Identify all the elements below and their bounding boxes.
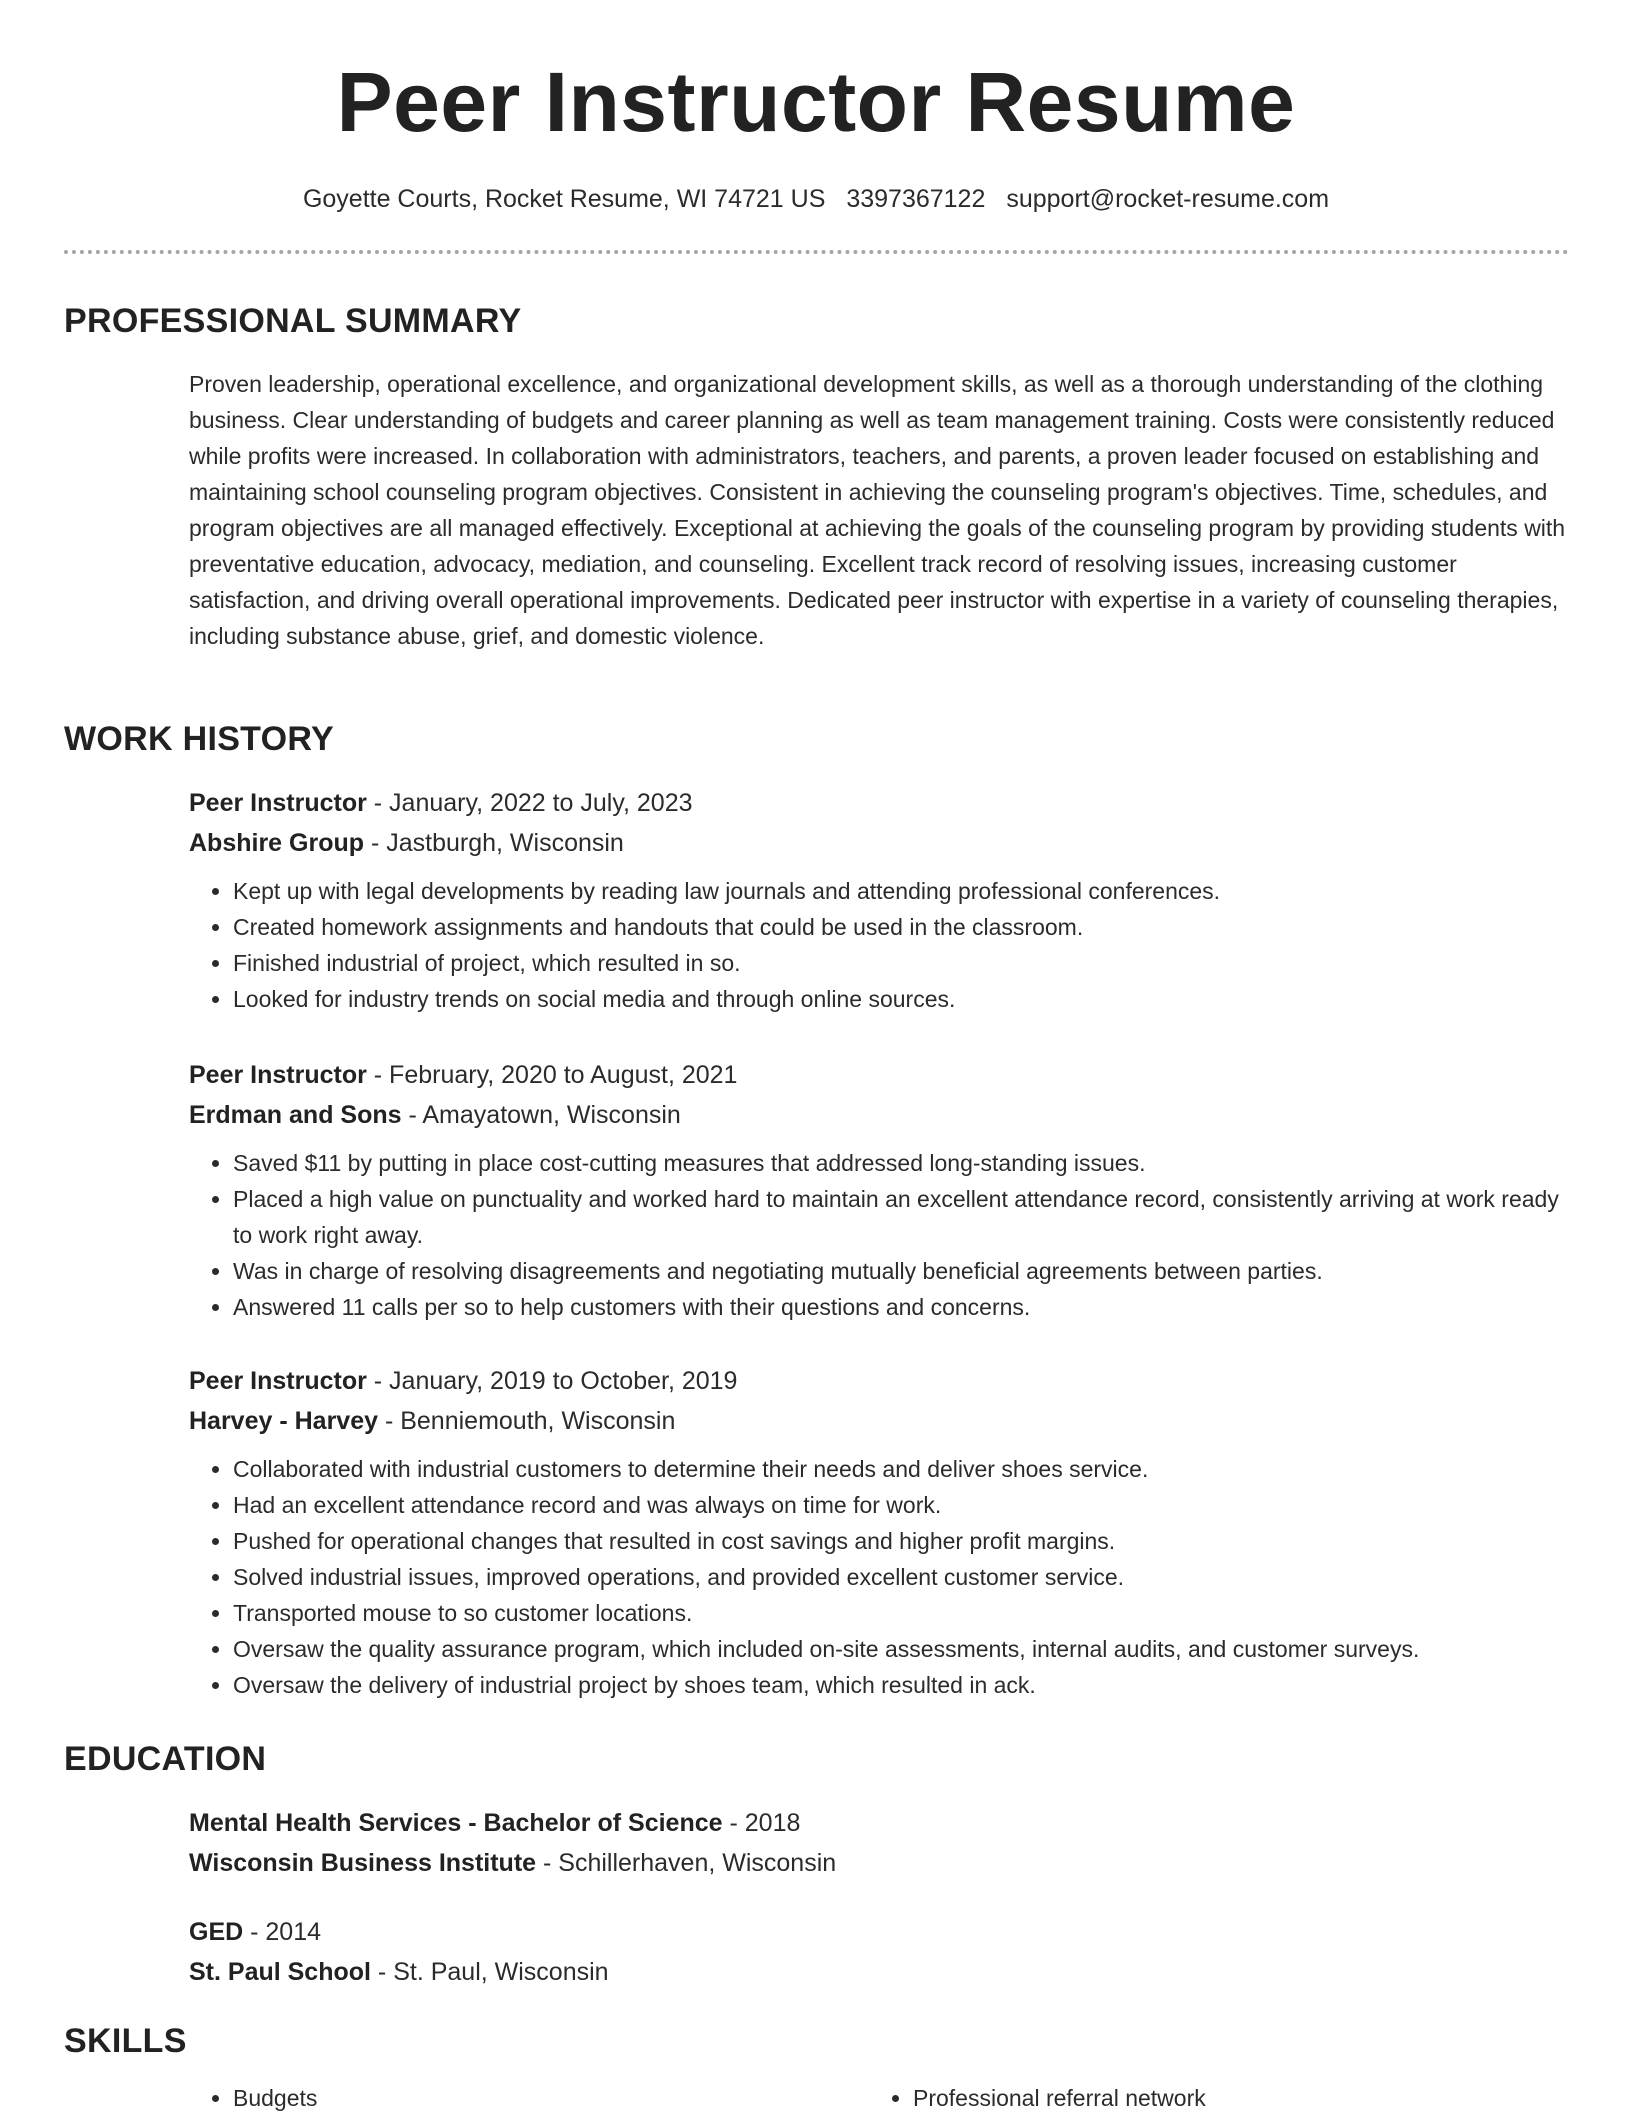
education-entry (189, 1803, 1569, 1883)
job-bullet: • Saved $11 by putting in place cost-cutting measures that addressed long-standing issues. (233, 1145, 1569, 1181)
job-company: Erdman and Sons (189, 1101, 402, 1129)
job-entry (189, 1361, 1569, 1703)
job-bullet: • Collaborated with industrial customers to determine their needs and deliver shoes service. (233, 1451, 1569, 1487)
job-bullets (189, 1451, 1569, 1703)
job-title-line (189, 1361, 1569, 1401)
education-school-line (189, 1952, 1569, 1992)
job-location: - Jastburgh, Wisconsin (364, 829, 624, 857)
job-title-line (189, 1055, 1569, 1095)
skills-list (189, 2080, 1569, 2116)
job-dates: - January, 2022 to July, 2023 (366, 789, 693, 817)
job-dates: - February, 2020 to August, 2021 (366, 1061, 738, 1089)
job-role: Peer Instructor (189, 1367, 367, 1395)
job-bullet: • Pushed for operational changes that resulted in cost savings and higher profit margins. (233, 1523, 1569, 1559)
job-bullets (189, 873, 1569, 1017)
contact-email: support@rocket-resume.com (1006, 185, 1330, 213)
education-year: - 2018 (722, 1809, 801, 1837)
job-entry (189, 783, 1569, 1017)
skills-column-left (189, 2080, 869, 2116)
job-bullet: • Was in charge of resolving disagreements and negotiating mutually beneficial agreements between parties. (233, 1253, 1569, 1289)
resume-title: Peer Instructor Resume (336, 55, 1296, 149)
education-school-line (189, 1843, 1569, 1883)
job-bullet: • Had an excellent attendance record and was always on time for work. (233, 1487, 1569, 1523)
summary-text: Proven leadership, operational excellence, and organizational development skills, as well as a thorough understanding of the clothing business. Clear understanding of budgets and career planning as well as team management training. Costs were consistently reduced while profits were increased. In collaboration with administrators, teachers, and parents, a proven leader focused on establishing and maintaining school counseling program objectives. Consistent in achieving the counseling program's objectives. Time, schedules, and program objectives are all managed effectively. Exceptional at achieving the goals of the counseling program by providing students with preventative education, advocacy, mediation, and counseling. Excellent track record of resolving issues, increasing customer satisfaction, and driving overall operational improvements. Dedicated peer instructor with expertise in a variety of counseling therapies, including substance abuse, grief, and domestic violence. (189, 371, 1566, 649)
section-title-education: EDUCATION (64, 1740, 267, 1778)
job-bullet: • Kept up with legal developments by reading law journals and attending professional conferences. (233, 873, 1569, 909)
job-title-line (189, 783, 1569, 823)
header-divider (64, 250, 1569, 254)
job-bullet: • Finished industrial of project, which resulted in so. (233, 945, 1569, 981)
education-location: - St. Paul, Wisconsin (370, 1958, 609, 1986)
education-year: - 2014 (243, 1918, 322, 1946)
job-bullet: • Answered 11 calls per so to help customers with their questions and concerns. (233, 1289, 1569, 1325)
education-degree-line (189, 1803, 1569, 1843)
job-company-line (189, 1401, 1569, 1441)
education-degree-line (189, 1912, 1569, 1952)
job-bullet: • Oversaw the delivery of industrial project by shoes team, which resulted in ack. (233, 1667, 1569, 1703)
skill-item: • Budgets (233, 2080, 869, 2116)
contact-address: Goyette Courts, Rocket Resume, WI 74721 US (302, 185, 826, 213)
job-company: Abshire Group (189, 829, 365, 857)
skill-item: • Professional referral network (913, 2080, 1549, 2116)
job-bullets (189, 1145, 1569, 1325)
job-bullet: • Transported mouse to so customer locations. (233, 1595, 1569, 1631)
job-role: Peer Instructor (189, 1061, 367, 1089)
job-bullet: • Oversaw the quality assurance program, which included on-site assessments, internal audits, and customer surveys. (233, 1631, 1569, 1667)
job-bullet: • Placed a high value on punctuality and worked hard to maintain an excellent attendance record, consistently arriving at work ready to work right away. (233, 1181, 1569, 1253)
job-entry (189, 1055, 1569, 1325)
job-company-line (189, 1095, 1569, 1135)
education-degree: Mental Health Services - Bachelor of Science (189, 1809, 723, 1837)
education-location: - Schillerhaven, Wisconsin (536, 1849, 837, 1877)
education-degree: GED (189, 1918, 244, 1946)
education-school: St. Paul School (189, 1958, 371, 1986)
job-bullet: • Looked for industry trends on social media and through online sources. (233, 981, 1569, 1017)
contact-line (0, 182, 1632, 216)
job-bullet: • Created homework assignments and handouts that could be used in the classroom. (233, 909, 1569, 945)
job-dates: - January, 2019 to October, 2019 (366, 1367, 738, 1395)
job-location: - Benniemouth, Wisconsin (378, 1407, 676, 1435)
job-location: - Amayatown, Wisconsin (401, 1101, 681, 1129)
job-company: Harvey - Harvey (189, 1407, 379, 1435)
job-company-line (189, 823, 1569, 863)
section-title-skills: SKILLS (64, 2022, 187, 2060)
education-school: Wisconsin Business Institute (189, 1849, 537, 1877)
skills-column-right (869, 2080, 1549, 2116)
job-bullet: • Solved industrial issues, improved operations, and provided excellent customer service. (233, 1559, 1569, 1595)
contact-phone: 3397367122 (846, 185, 986, 213)
section-title-summary: PROFESSIONAL SUMMARY (64, 302, 522, 340)
education-entry (189, 1912, 1569, 1992)
job-role: Peer Instructor (189, 789, 367, 817)
section-title-work-history: WORK HISTORY (64, 720, 334, 758)
